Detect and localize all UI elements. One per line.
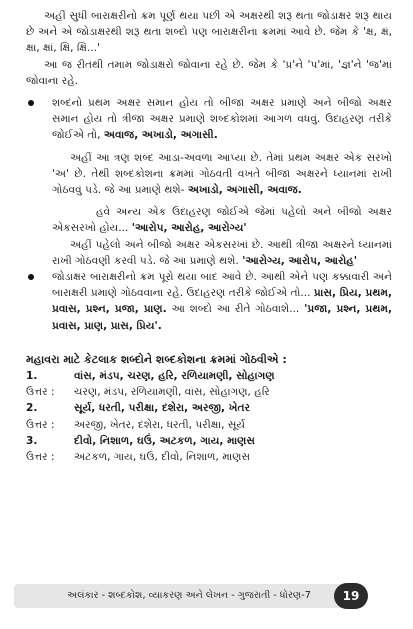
paragraph-text: અહીં પહેલો અને બીજો અક્ષર એકસરખાં છે. આથી ત્રીજા અક્ષરને ધ્યાનમાં રાખી ગોઠવણી કરવી પડે. જે આ પ્રમાણે થશે. [52, 238, 392, 267]
exercise-answer [26, 449, 392, 465]
exercise-question [26, 368, 392, 384]
exercise-number: 1. [26, 370, 38, 383]
answer-label: ઉત્તર : [26, 386, 55, 399]
paragraph [52, 204, 392, 236]
paragraph-example: અખાડો, અગાસી, અવાજ. [187, 184, 302, 197]
bullet-icon [28, 100, 34, 106]
bullet-item [26, 269, 392, 334]
answer-text: અરજી, ખેતર, દશેરા, ધરતી, પરીક્ષા, સૂર્ય [74, 418, 246, 431]
exercise-heading: મહાવરા માટે કેટલાક શબ્દોને શબ્દકોશના ક્રમમાં ગોઠવીએ : [26, 352, 287, 366]
exercise-words: દીવો, નિશાળ, ઘઉં, અટકળ, ગાય, માણસ [74, 434, 255, 447]
bullet-icon [28, 274, 34, 280]
exercise-answer [26, 417, 392, 433]
bullet-text [52, 95, 392, 144]
exercise-words: સૂર્ય, ધરતી, પરીક્ષા, દશેરા, અરજી, ખેતર [74, 402, 250, 415]
bullet-example: અવાજ, અખાડો, અગાસી. [103, 129, 218, 142]
bullet-item [26, 95, 392, 144]
answer-text: અટકળ, ગાય, ઘઉં, દીવો, નિશાળ, માણસ [74, 451, 251, 464]
page-number: 19 [334, 583, 368, 609]
bullet-example: પ્રાસ, પ્રિય, પ્રથમ, પ્રવાસ, પ્રશ્ન, પ્રજા, પ્રાણ. [52, 287, 393, 316]
answer-text: ચરણ, મંડપ, રળિયામણી, વાંસ, સોહાગણ, હરિ [74, 386, 270, 399]
exercise-words: વાંસ, મંડપ, ચરણ, હરિ, રળિયામણી, સોહાગણ [74, 370, 275, 383]
paragraph-example: 'આરોપ, આરોહ, આરોગ્ય' [131, 222, 247, 235]
answer-label: ઉત્તર : [26, 451, 55, 464]
exercise-number: 2. [26, 402, 38, 415]
paragraph [52, 150, 392, 199]
paragraph: અહીં સુધી બારાક્ષરીનો ક્રમ પૂર્ણ થયા પછી એ અક્ષરથી શરૂ થતા જોડાક્ષર શરૂ થાય છે અને એ જોડાક્ષરથી શરૂ થતા શબ્દો પણ બારાક્ષરીના ક્રમમાં આવે છે. જેમ કે 'ક્ષ, ક્ષં, ક્ષા, ક્ષાં, ક્ષિ, ક્ષિં...' [26, 10, 392, 55]
bullet-example: 'પ્રજા, પ્રશ્ન, પ્રથમ, પ્રવાસ, પ્રાણ, પ્રાસ, પ્રિય'. [52, 303, 393, 332]
exercise-number: 3. [26, 434, 38, 447]
exercise-question [26, 400, 392, 416]
bullet-text [52, 269, 392, 334]
exercise-answer [26, 384, 392, 400]
paragraph [52, 237, 392, 269]
bullet-text-plain: આ શબ્દો આ રીતે ગોઠવાશે... [171, 303, 300, 316]
answer-label: ઉત્તર : [26, 418, 55, 431]
paragraph-example: 'આરોગ્ય, આરોપ, આરોહ' [242, 254, 358, 267]
bullet-text-plain: જોડાક્ષર બારાક્ષરીનો ક્રમ પૂરો થયા બાદ આવે છે. આથી એને પણ કક્કાવારી અને બારાક્ષરી પ્રમાણે ગોઠવવાના રહે. ઉદાહરણ તરીકે જોઈએ તો... [52, 271, 392, 300]
bullet-text-plain: શબ્દનો પ્રથમ અક્ષર સમાન હોય તો બીજા અક્ષર પ્રમાણે અને બીજો અક્ષર સમાન હોય તો ત્રીજા અક્ષર પ્રમાણે શબ્દકોશમાં આગળ વધવું. ઉદાહરણ તરીકે જોઈએ તો, [52, 97, 392, 142]
paragraph: આ જ રીતથી તમામ જોડાક્ષરો જોવાના રહે છે. જેમ કે 'પ્ર'ને 'પ'માં, 'જ્ઞ'ને 'જ'માં જોવાના રહે. [26, 58, 392, 87]
paragraph-text: અહીં આ ત્રણ શબ્દ આડા-અવળા આપ્યા છે. તેમાં પ્રથમ અક્ષર એક સરખો 'અ' છે. તેથી શબ્દકોશના ક્રમમાં ગોઠવતી વખતે બીજા અક્ષરને ધ્યાનમાં રાખી ગોઠવવું પડે. જે આ પ્રમાણે થશે- [52, 151, 392, 197]
paragraph-text: હવે અન્ય એક ઉદાહરણ જોઈએ જેમાં પહેલો અને બીજો અક્ષર એકસરખો હોય... [52, 206, 392, 235]
exercise-question [26, 433, 392, 449]
page-body [26, 8, 392, 465]
exercise-list [26, 368, 392, 465]
footer-bar: અલંકાર - શબ્દકોશ, વ્યાકરણ અને લેખન - ગુજરાતી - ધોરણ-7 [14, 584, 364, 608]
